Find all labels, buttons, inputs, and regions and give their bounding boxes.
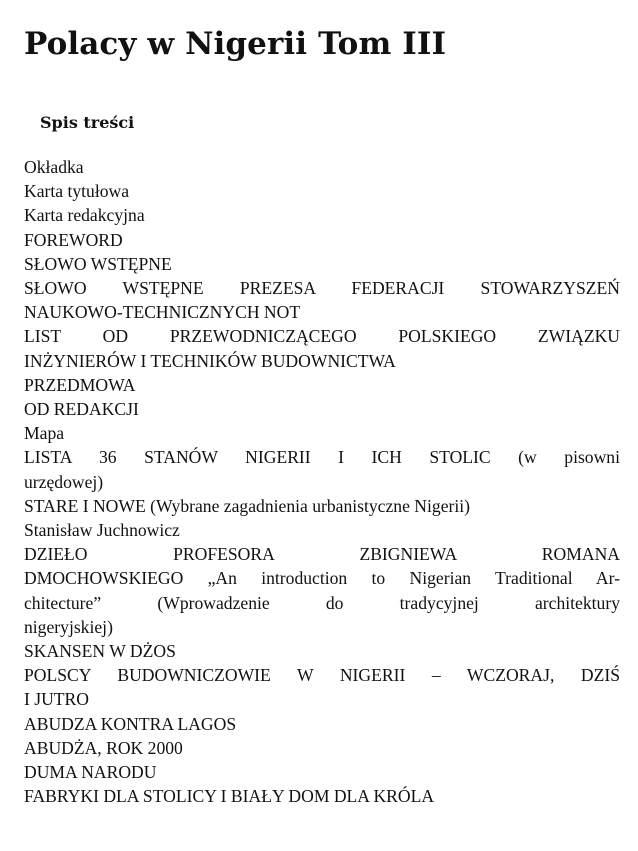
toc-entry <box>24 542 620 639</box>
toc-entry-line: PRZEDMOWA <box>24 374 136 395</box>
toc-entry <box>24 203 620 227</box>
toc-entry-link[interactable] <box>24 445 620 493</box>
toc-entry-line: SKANSEN W DŻOS <box>24 641 176 662</box>
toc-entry <box>24 373 620 397</box>
toc-entry <box>24 784 620 808</box>
toc-entry-line: I JUTRO <box>24 689 89 710</box>
toc-entry-link[interactable] <box>24 518 620 542</box>
toc-heading: Spis treści <box>40 113 135 132</box>
toc-list <box>24 155 620 808</box>
toc-entry-link[interactable] <box>24 179 620 203</box>
book-title: Polacy w Nigerii Tom III <box>24 26 447 62</box>
toc-entry-link[interactable] <box>24 542 620 639</box>
toc-entry-link[interactable] <box>24 397 620 421</box>
toc-entry-line: ABUDZA KONTRA LAGOS <box>24 713 237 734</box>
toc-entry <box>24 445 620 493</box>
toc-entry-link[interactable] <box>24 324 620 372</box>
toc-entry-line: urzędowej) <box>24 471 104 492</box>
toc-entry-link[interactable] <box>24 760 620 784</box>
toc-entry-line: chitecture” (Wprowadzenie do tradycyjnej architektury <box>24 592 620 613</box>
toc-entry-line: LISTA 36 STANÓW NIGERII I ICH STOLIC (w pisowni <box>24 447 620 468</box>
toc-entry-link[interactable] <box>24 712 620 736</box>
toc-entry-line: OD REDAKCJI <box>24 399 139 420</box>
toc-entry-line: SŁOWO WSTĘPNE PREZESA FEDERACJI STOWARZYSZEŃ <box>24 278 620 299</box>
toc-entry <box>24 494 620 518</box>
toc-entry-link[interactable] <box>24 203 620 227</box>
toc-entry-link[interactable] <box>24 276 620 324</box>
toc-entry <box>24 252 620 276</box>
toc-entry-link[interactable] <box>24 252 620 276</box>
toc-entry <box>24 736 620 760</box>
toc-entry-link[interactable] <box>24 784 620 808</box>
toc-entry <box>24 712 620 736</box>
toc-entry-line: FABRYKI DLA STOLICY I BIAŁY DOM DLA KRÓLA <box>24 786 435 807</box>
toc-entry-link[interactable] <box>24 228 620 252</box>
toc-entry-line: NAUKOWO-TECHNICZNYCH NOT <box>24 302 301 323</box>
toc-entry <box>24 397 620 421</box>
toc-entry-line: SŁOWO WSTĘPNE <box>24 253 172 274</box>
toc-entry-line: STARE I NOWE (Wybrane zagadnienia urbanistyczne Nigerii) <box>24 495 471 516</box>
toc-entry <box>24 228 620 252</box>
toc-entry-line: DUMA NARODU <box>24 762 157 783</box>
toc-entry-line: Stanisław Juchnowicz <box>24 520 180 541</box>
toc-entry-line: Karta tytułowa <box>24 181 130 202</box>
toc-entry <box>24 179 620 203</box>
toc-entry-line: Mapa <box>24 423 65 444</box>
toc-entry <box>24 276 620 324</box>
toc-entry <box>24 518 620 542</box>
toc-entry-link[interactable] <box>24 373 620 397</box>
toc-entry-link[interactable] <box>24 663 620 711</box>
toc-entry <box>24 155 620 179</box>
toc-entry-line: DMOCHOWSKIEGO „An introduction to Nigerian Traditional Ar- <box>24 568 620 589</box>
toc-entry <box>24 663 620 711</box>
toc-entry-link[interactable] <box>24 639 620 663</box>
toc-entry-link[interactable] <box>24 736 620 760</box>
toc-entry-line: DZIEŁO PROFESORA ZBIGNIEWA ROMANA <box>24 544 620 565</box>
toc-entry-line: POLSCY BUDOWNICZOWIE W NIGERII – WCZORAJ, DZIŚ <box>24 665 620 686</box>
toc-entry-link[interactable] <box>24 155 620 179</box>
toc-entry-line: nigeryjskiej) <box>24 616 113 637</box>
document-page <box>24 22 624 807</box>
toc-entry-link[interactable] <box>24 494 620 518</box>
toc-entry-line: ABUDŻA, ROK 2000 <box>24 737 183 758</box>
toc-entry <box>24 639 620 663</box>
toc-entry <box>24 421 620 445</box>
toc-entry-link[interactable] <box>24 421 620 445</box>
toc-entry-line: FOREWORD <box>24 229 123 250</box>
toc-entry-line: INŻYNIERÓW I TECHNIKÓW BUDOWNICTWA <box>24 350 396 371</box>
toc-entry <box>24 760 620 784</box>
toc-entry-line: Okładka <box>24 157 84 177</box>
toc-entry-line: Karta redakcyjna <box>24 205 145 226</box>
toc-entry <box>24 324 620 372</box>
toc-entry-line: LIST OD PRZEWODNICZĄCEGO POLSKIEGO ZWIĄZKU <box>24 326 620 347</box>
